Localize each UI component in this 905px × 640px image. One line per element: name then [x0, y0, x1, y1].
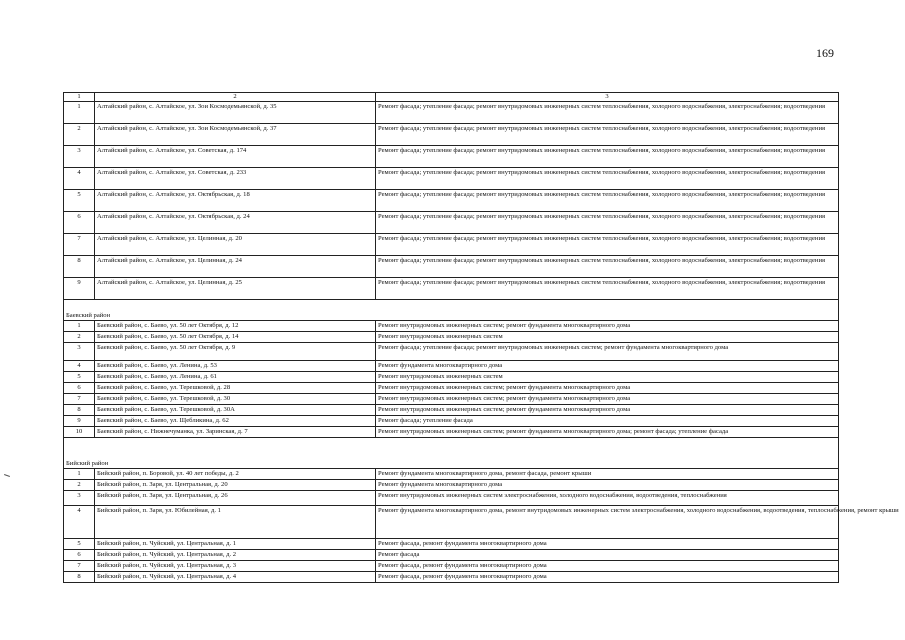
row-number: 1: [64, 469, 95, 480]
row-works: Ремонт внутридомовых инженерных систем: [376, 372, 839, 383]
row-number: 2: [64, 480, 95, 491]
row-number: 10: [64, 427, 95, 438]
row-works: Ремонт фундамента многоквартирного дома, ремонт внутридомовых инженерных систем электроснабжения, холодного водоснабжения, водоотведения, теплоснабжения, ремонт крыши: [376, 506, 839, 539]
row-works: Ремонт фасада; утепление фасада; ремонт внутридомовых инженерных систем теплоснабжения, холодного водоснабжения, электроснабжения; водоотведения: [376, 146, 839, 168]
row-number: 1: [64, 102, 95, 124]
region-title-biysk: Бийский район: [64, 438, 839, 469]
scan-mark: [4, 474, 10, 477]
row-works: Ремонт фундамента многоквартирного дома: [376, 480, 839, 491]
row-address: Баевский район, с. Баево, ул. 50 лет Октября, д. 12: [95, 321, 376, 332]
table-row: [64, 234, 839, 256]
row-works: Ремонт внутридомовых инженерных систем; ремонт фундамента многоквартирного дома: [376, 321, 839, 332]
row-address: Бийский район, п. Чуйский, ул. Центральная, д. 1: [95, 539, 376, 550]
row-works: Ремонт фасада; утепление фасада; ремонт внутридомовых инженерных систем теплоснабжения, холодного водоснабжения, электроснабжения; водоотведения: [376, 124, 839, 146]
row-address: Баевский район, с. Баево, ул. Терешковой, д. 28: [95, 383, 376, 394]
row-number: 8: [64, 572, 95, 583]
table-row: [64, 278, 839, 300]
row-address: Бийский район, п. Заря, ул. Юбилейная, д. 1: [95, 506, 376, 539]
row-address: Бийский район, п. Боровой, ул. 40 лет победы, д. 2: [95, 469, 376, 480]
row-number: 6: [64, 212, 95, 234]
row-address: Баевский район, с. Баево, ул. Терешковой, д. 30: [95, 394, 376, 405]
row-works: Ремонт внутридомовых инженерных систем; ремонт фундамента многоквартирного дома: [376, 383, 839, 394]
row-address: Алтайский район, с. Алтайское, ул. Целинная, д. 25: [95, 278, 376, 300]
row-address: Бийский район, п. Чуйский, ул. Центральная, д. 3: [95, 561, 376, 572]
row-number: 4: [64, 168, 95, 190]
column-number-2: 2: [95, 93, 376, 102]
table-row: [64, 190, 839, 212]
row-number: 4: [64, 506, 95, 539]
row-address: Баевский район, с. Баево, ул. Ленина, д. 61: [95, 372, 376, 383]
table-row: [64, 572, 839, 583]
row-number: 6: [64, 383, 95, 394]
table-row: [64, 361, 839, 372]
row-address: Бийский район, п. Заря, ул. Центральная, д. 20: [95, 480, 376, 491]
table-row: [64, 416, 839, 427]
row-number: 8: [64, 405, 95, 416]
row-number: 3: [64, 491, 95, 506]
row-number: 7: [64, 561, 95, 572]
row-works: Ремонт фасада; утепление фасада; ремонт внутридомовых инженерных систем; ремонт фундамента многоквартирного дома: [376, 343, 839, 361]
row-works: Ремонт внутридомовых инженерных систем; ремонт фундамента многоквартирного дома; ремонт фасада; утепление фасада: [376, 427, 839, 438]
table-row: [64, 491, 839, 506]
table-row: [64, 146, 839, 168]
row-number: 7: [64, 394, 95, 405]
region-header-row: [64, 438, 839, 469]
row-address: Баевский район, с. Баево, ул. 50 лет Октября, д. 14: [95, 332, 376, 343]
table-row: [64, 383, 839, 394]
table-row: [64, 561, 839, 572]
row-works: Ремонт внутридомовых инженерных систем; ремонт фундамента многоквартирного дома: [376, 405, 839, 416]
table-row: [64, 427, 839, 438]
row-number: 5: [64, 539, 95, 550]
row-address: Баевский район, с. Баево, ул. Щебликина, д. 62: [95, 416, 376, 427]
table-row: [64, 256, 839, 278]
row-address: Баевский район, с. Нижнечуманка, ул. Заринская, д. 7: [95, 427, 376, 438]
table-row: [64, 332, 839, 343]
row-number: 9: [64, 278, 95, 300]
row-works: Ремонт фасада; утепление фасада; ремонт внутридомовых инженерных систем теплоснабжения, холодного водоснабжения, электроснабжения; водоотведения: [376, 190, 839, 212]
row-works: Ремонт фасада; утепление фасада; ремонт внутридомовых инженерных систем теплоснабжения, холодного водоснабжения, электроснабжения; водоотведения: [376, 168, 839, 190]
row-address: Алтайский район, с. Алтайское, ул. Зои Космодемьянской, д. 35: [95, 102, 376, 124]
table-row: [64, 539, 839, 550]
row-address: Бийский район, п. Заря, ул. Центральная, д. 26: [95, 491, 376, 506]
table-row: [64, 480, 839, 491]
table-row: [64, 394, 839, 405]
row-works: Ремонт фундамента многоквартирного дома, ремонт фасада, ремонт крыши: [376, 469, 839, 480]
table-row: [64, 168, 839, 190]
column-number-3: 3: [376, 93, 839, 102]
row-address: Баевский район, с. Баево, ул. Терешковой, д. 30А: [95, 405, 376, 416]
row-works: Ремонт фасада: [376, 550, 839, 561]
row-number: 1: [64, 321, 95, 332]
row-works: Ремонт фасада; утепление фасада: [376, 416, 839, 427]
row-works: Ремонт внутридомовых инженерных систем электроснабжения, холодного водоснабжения, водоотведения, теплоснабжения: [376, 491, 839, 506]
table-row: [64, 102, 839, 124]
table-row: [64, 372, 839, 383]
row-address: Алтайский район, с. Алтайское, ул. Октябрьская, д. 24: [95, 212, 376, 234]
table-row: [64, 405, 839, 416]
row-number: 9: [64, 416, 95, 427]
region-header-row: [64, 300, 839, 321]
region-title-baevo: Баевский район: [64, 300, 839, 321]
row-works: Ремонт фасада; утепление фасада; ремонт внутридомовых инженерных систем теплоснабжения, холодного водоснабжения, электроснабжения; водоотведения: [376, 102, 839, 124]
row-number: 6: [64, 550, 95, 561]
row-works: Ремонт внутридомовых инженерных систем; ремонт фундамента многоквартирного дома: [376, 394, 839, 405]
row-address: Алтайский район, с. Алтайское, ул. Целинная, д. 20: [95, 234, 376, 256]
table-row: [64, 550, 839, 561]
row-number: 5: [64, 372, 95, 383]
row-address: Алтайский район, с. Алтайское, ул. Зои Космодемьянской, д. 37: [95, 124, 376, 146]
row-works: Ремонт фасада; утепление фасада; ремонт внутридомовых инженерных систем теплоснабжения, холодного водоснабжения, электроснабжения; водоотведения: [376, 278, 839, 300]
row-address: Бийский район, п. Чуйский, ул. Центральная, д. 2: [95, 550, 376, 561]
row-number: 7: [64, 234, 95, 256]
row-address: Алтайский район, с. Алтайское, ул. Целинная, д. 24: [95, 256, 376, 278]
table-row: [64, 506, 839, 539]
row-works: Ремонт фасада, ремонт фундамента многоквартирного дома: [376, 561, 839, 572]
row-number: 3: [64, 146, 95, 168]
table-row: [64, 343, 839, 361]
column-number-row: [64, 93, 839, 102]
column-number-1: 1: [64, 93, 95, 102]
row-number: 2: [64, 124, 95, 146]
row-works: Ремонт фасада; утепление фасада; ремонт внутридомовых инженерных систем теплоснабжения, холодного водоснабжения, электроснабжения; водоотведения: [376, 256, 839, 278]
table-row: [64, 321, 839, 332]
row-works: Ремонт фасада, ремонт фундамента многоквартирного дома: [376, 539, 839, 550]
row-address: Алтайский район, с. Алтайское, ул. Советская, д. 233: [95, 168, 376, 190]
row-works: Ремонт фундамента многоквартирного дома: [376, 361, 839, 372]
row-address: Баевский район, с. Баево, ул. Ленина, д. 53: [95, 361, 376, 372]
row-address: Алтайский район, с. Алтайское, ул. Октябрьская, д. 18: [95, 190, 376, 212]
row-works: Ремонт фасада, ремонт фундамента многоквартирного дома: [376, 572, 839, 583]
row-works: Ремонт фасада; утепление фасада; ремонт внутридомовых инженерных систем теплоснабжения, холодного водоснабжения, электроснабжения; водоотведения: [376, 234, 839, 256]
table-row: [64, 212, 839, 234]
row-works: Ремонт внутридомовых инженерных систем: [376, 332, 839, 343]
table-row: [64, 469, 839, 480]
row-number: 4: [64, 361, 95, 372]
row-number: 2: [64, 332, 95, 343]
row-number: 8: [64, 256, 95, 278]
row-number: 3: [64, 343, 95, 361]
registry-table: [63, 92, 899, 583]
row-address: Бийский район, п. Чуйский, ул. Центральная, д. 4: [95, 572, 376, 583]
row-works: Ремонт фасада; утепление фасада; ремонт внутридомовых инженерных систем теплоснабжения, холодного водоснабжения, электроснабжения; водоотведения: [376, 212, 839, 234]
row-address: Алтайский район, с. Алтайское, ул. Советская, д. 174: [95, 146, 376, 168]
row-number: 5: [64, 190, 95, 212]
table-row: [64, 124, 839, 146]
page-number: 169: [816, 46, 834, 60]
row-address: Баевский район, с. Баево, ул. 50 лет Октября, д. 9: [95, 343, 376, 361]
